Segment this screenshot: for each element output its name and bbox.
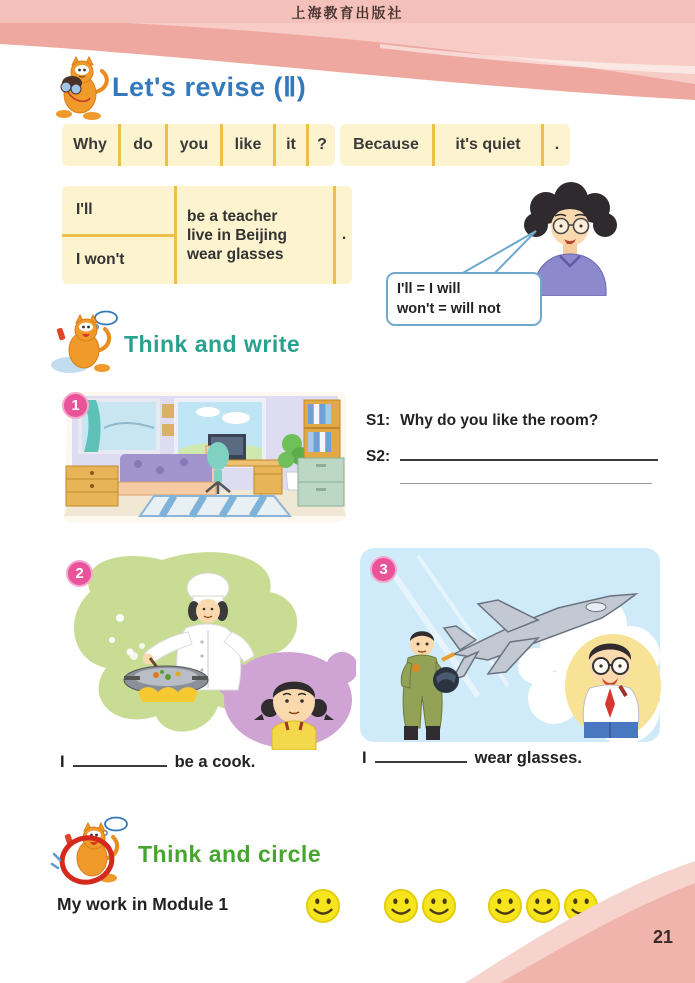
room-illustration xyxy=(58,388,352,528)
cat-binoculars-icon xyxy=(52,56,114,120)
self-assessment-label: My work in Module 1 xyxy=(57,894,229,914)
answer-blank-line xyxy=(400,446,658,461)
phrase: be a teacher xyxy=(187,207,278,225)
word-cell: do xyxy=(118,124,165,166)
s1-text: Why do you like the room? xyxy=(400,412,599,429)
word-strip-question xyxy=(62,124,335,166)
sentence-suffix: be a cook. xyxy=(174,753,256,771)
bottom-wave-decoration xyxy=(395,853,695,983)
s1-label: S1: xyxy=(366,412,391,429)
answer-blank xyxy=(375,748,467,763)
phrase: wear glasses xyxy=(187,245,284,263)
exercise-badge-3: 3 xyxy=(370,556,397,583)
section-title-revise: Let's revise (Ⅱ) xyxy=(112,72,307,102)
sentence-glasses xyxy=(362,748,582,768)
grammar-table xyxy=(62,186,352,284)
sentence-suffix: wear glasses. xyxy=(474,749,582,767)
pilot-illustration xyxy=(358,546,664,746)
smiley-group-1 xyxy=(305,888,341,924)
period-cell: . xyxy=(341,226,347,243)
cat-think-icon xyxy=(50,310,122,374)
word-cell: like xyxy=(220,124,273,166)
grammar-table-phrases xyxy=(177,186,333,284)
grammar-table-options xyxy=(62,186,174,284)
word-cell: . xyxy=(541,124,570,166)
option-iwont: I won't xyxy=(76,251,125,269)
word-cell: it's quiet xyxy=(432,124,541,166)
phrase: live in Beijing xyxy=(187,226,287,244)
word-cell: Because xyxy=(353,136,419,153)
publisher-name: 上海教育出版社 xyxy=(291,5,404,21)
sentence-prefix: I xyxy=(362,749,367,767)
sentence-cook xyxy=(60,752,255,772)
sentence-prefix: I xyxy=(60,753,65,771)
speech-bubble xyxy=(386,272,542,326)
s2-label: S2: xyxy=(366,448,391,465)
word-cell: it xyxy=(273,124,306,166)
exercise-badge-2: 2 xyxy=(66,560,93,587)
section-title-think-circle: Think and circle xyxy=(138,841,322,867)
word-cell: Why xyxy=(73,136,107,153)
exercise-badge-1: 1 xyxy=(62,392,89,419)
bubble-line: I'll = I will xyxy=(397,281,461,297)
dialog-line-s2 xyxy=(366,446,658,466)
section-title-think-write: Think and write xyxy=(124,331,301,357)
word-cell: you xyxy=(165,124,220,166)
answer-blank-line xyxy=(400,470,652,484)
bubble-line: won't = will not xyxy=(397,301,501,317)
chef-illustration xyxy=(56,548,356,750)
word-strip-answer xyxy=(340,124,570,166)
answer-blank xyxy=(73,752,167,767)
smiley-icon xyxy=(305,888,341,924)
cat-circled-icon xyxy=(46,812,136,890)
page-number: 21 xyxy=(652,927,673,947)
option-ill: I'll xyxy=(76,200,93,218)
word-cell: ? xyxy=(306,124,335,166)
dialog-line-s1 xyxy=(366,412,598,430)
